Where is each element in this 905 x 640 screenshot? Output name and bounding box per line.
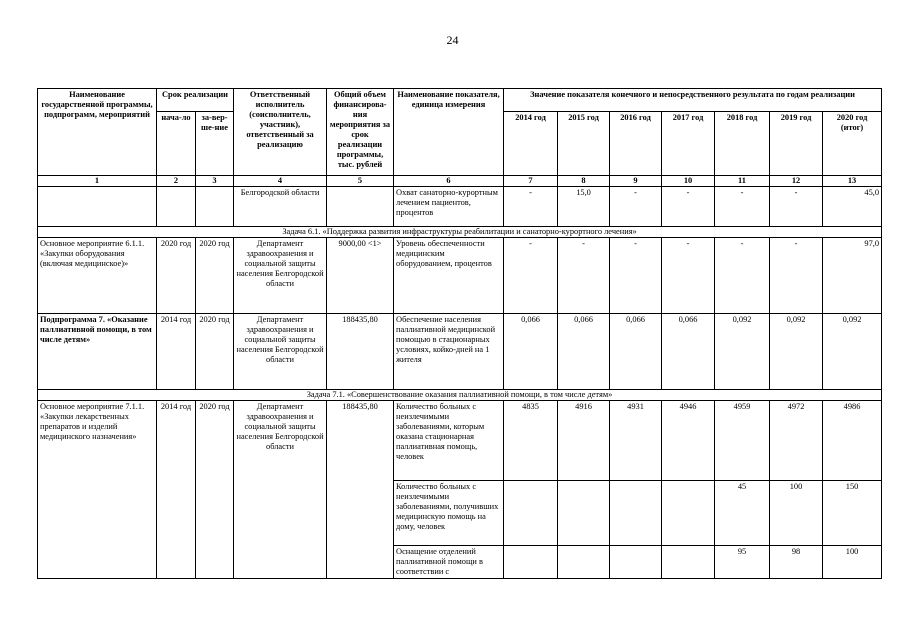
value-cell: 97,0 — [823, 238, 882, 314]
value-cell — [662, 546, 715, 579]
value-cell: - — [610, 187, 662, 227]
value-cell: 45 — [715, 481, 770, 546]
value-cell: 95 — [715, 546, 770, 579]
value-cell — [504, 481, 558, 546]
value-cell: - — [558, 238, 610, 314]
col-number: 4 — [234, 176, 327, 187]
value-cell — [558, 481, 610, 546]
financing-cell: 9000,00 <1> — [327, 238, 394, 314]
value-cell: - — [770, 187, 823, 227]
year-header: 2014 год — [504, 112, 558, 176]
value-cell: 4986 — [823, 401, 882, 481]
value-cell: 100 — [770, 481, 823, 546]
value-cell: - — [770, 238, 823, 314]
value-cell: - — [504, 187, 558, 227]
task-title: Задача 6.1. «Поддержка развития инфраструктуры реабилитации и санаторно-курортного лечения» — [38, 227, 882, 238]
value-cell: 0,066 — [504, 314, 558, 390]
year-header: 2020 год (итог) — [823, 112, 882, 176]
col-number: 3 — [196, 176, 234, 187]
subprogram-name: Подпрограмма 7. «Оказание паллиативной помощи, в том числе детям» — [38, 314, 157, 390]
col-start-header: нача-ло — [157, 112, 196, 176]
value-cell: 150 — [823, 481, 882, 546]
table-row — [38, 238, 882, 314]
col-number: 10 — [662, 176, 715, 187]
value-cell — [662, 481, 715, 546]
value-cell: - — [715, 238, 770, 314]
start-cell: 2014 год — [157, 314, 196, 390]
activity-name: Основное мероприятие 6.1.1. «Закупки оборудования (включая медицинское)» — [38, 238, 157, 314]
end-cell: 2020 год — [196, 238, 234, 314]
col-period-header: Срок реализации — [157, 89, 234, 112]
start-cell: 2020 год — [157, 238, 196, 314]
indicator-cell: Количество больных с неизлечимыми заболеваниями, которым оказана стационарная паллиативная помощь, человек — [394, 401, 504, 481]
year-header: 2015 год — [558, 112, 610, 176]
value-cell: - — [662, 238, 715, 314]
value-cell: 4946 — [662, 401, 715, 481]
value-cell: 4972 — [770, 401, 823, 481]
value-cell: 100 — [823, 546, 882, 579]
col-end-header: за-вер-ше-ние — [196, 112, 234, 176]
col-number: 5 — [327, 176, 394, 187]
col-name-header: Наименование государственной программы, подпрограмм, мероприятий — [38, 89, 157, 176]
indicator-cell: Обеспечение населения паллиативной медицинской помощью в стационарных условиях, койко-дней на 1 жителя — [394, 314, 504, 390]
value-cell: 0,066 — [662, 314, 715, 390]
col-number: 8 — [558, 176, 610, 187]
year-header: 2019 год — [770, 112, 823, 176]
value-cell: 4931 — [610, 401, 662, 481]
executor-cell: Департамент здравоохранения и социальной защиты населения Белгородской области — [234, 314, 327, 390]
value-cell: - — [715, 187, 770, 227]
year-header: 2016 год — [610, 112, 662, 176]
value-cell: 0,066 — [610, 314, 662, 390]
value-cell — [610, 481, 662, 546]
col-number: 2 — [157, 176, 196, 187]
indicator-cell: Охват санаторно-курортным лечением пациентов, процентов — [394, 187, 504, 227]
executor-cell: Департамент здравоохранения и социальной защиты населения Белгородской области — [234, 401, 327, 579]
col-executor-header: Ответственный исполнитель (соисполнитель, участник), ответственный за реализацию — [234, 89, 327, 176]
financing-cell: 188435,80 — [327, 314, 394, 390]
financing-cell: 188435,80 — [327, 401, 394, 579]
value-cell: 98 — [770, 546, 823, 579]
indicator-cell: Количество больных с неизлечимыми заболеваниями, получивших медицинскую помощь на дому, человек — [394, 481, 504, 546]
indicator-cell: Уровень обеспеченности медицинским оборудованием, процентов — [394, 238, 504, 314]
col-financing-header: Общий объем финансирова-ния мероприятия за срок реализации программы, тыс. рублей — [327, 89, 394, 176]
executor-cell: Белгородской области — [234, 187, 327, 227]
table-row — [38, 314, 882, 390]
column-numbers-row — [38, 176, 882, 187]
table-row — [38, 187, 882, 227]
end-cell: 2020 год — [196, 314, 234, 390]
value-cell — [610, 546, 662, 579]
value-cell: 0,066 — [558, 314, 610, 390]
year-header: 2017 год — [662, 112, 715, 176]
value-cell: 4835 — [504, 401, 558, 481]
col-indicator-header: Наименование показателя, единица измерения — [394, 89, 504, 176]
program-table — [37, 88, 882, 579]
task-title: Задача 7.1. «Совершенствование оказания паллиативной помощи, в том числе детям» — [38, 390, 882, 401]
col-number: 13 — [823, 176, 882, 187]
value-cell: 45,0 — [823, 187, 882, 227]
col-number: 6 — [394, 176, 504, 187]
col-number: 11 — [715, 176, 770, 187]
col-number: 7 — [504, 176, 558, 187]
header-row-1 — [38, 89, 882, 112]
value-cell: - — [662, 187, 715, 227]
year-header: 2018 год — [715, 112, 770, 176]
value-cell — [558, 546, 610, 579]
indicator-cell: Оснащение отделений паллиативной помощи в соответствии с — [394, 546, 504, 579]
col-number: 1 — [38, 176, 157, 187]
value-cell: - — [504, 238, 558, 314]
value-cell: - — [610, 238, 662, 314]
executor-cell: Департамент здравоохранения и социальной защиты населения Белгородской области — [234, 238, 327, 314]
value-cell: 4916 — [558, 401, 610, 481]
value-cell: 15,0 — [558, 187, 610, 227]
page-number: 24 — [446, 33, 459, 47]
table-row — [38, 401, 882, 481]
col-number: 9 — [610, 176, 662, 187]
value-cell: 0,092 — [715, 314, 770, 390]
value-cell: 4959 — [715, 401, 770, 481]
value-cell: 0,092 — [823, 314, 882, 390]
col-values-header: Значение показателя конечного и непосредственного результата по годам реализации — [504, 89, 882, 112]
value-cell: 0,092 — [770, 314, 823, 390]
task-row — [38, 227, 882, 238]
value-cell — [504, 546, 558, 579]
end-cell: 2020 год — [196, 401, 234, 579]
start-cell: 2014 год — [157, 401, 196, 579]
col-number: 12 — [770, 176, 823, 187]
activity-name: Основное мероприятие 7.1.1. «Закупки лекарственных препаратов и изделий медицинского назначения» — [38, 401, 157, 579]
task-row — [38, 390, 882, 401]
